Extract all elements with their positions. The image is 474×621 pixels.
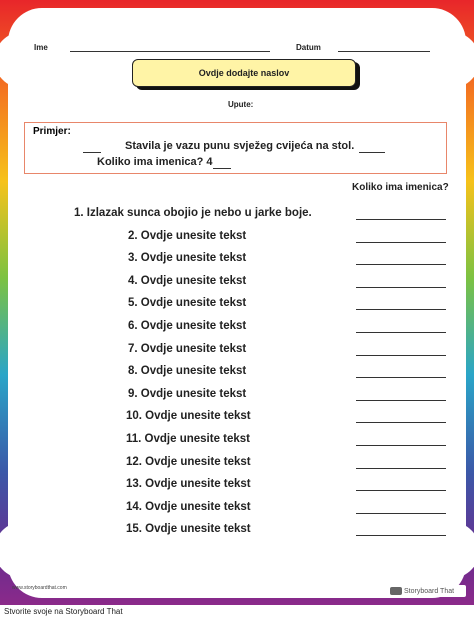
name-label: Ime [34,43,48,52]
brand-logo [388,585,466,597]
question-text: 5. Ovdje unesite tekst [128,297,247,310]
question-text: 11. Ovdje unesite tekst [126,433,251,445]
question-text: 13. Ovdje unesite tekst [126,478,251,491]
answer-line[interactable] [356,332,446,333]
example-question: Koliko ima imenica? 4 [97,156,213,168]
question-text: 8. Ovdje unesite tekst [128,365,247,378]
example-sentence: Stavila je vazu punu svježeg cvijeća na stol. [125,140,355,152]
storyboard-logo-icon [390,587,402,595]
question-text: 6. Ovdje unesite tekst [128,320,247,332]
answer-line[interactable] [356,264,446,265]
page-title[interactable]: Ovdje dodajte naslov [132,59,356,87]
answer-line[interactable] [356,219,446,220]
answer-blank [83,152,101,153]
question-text: 10. Ovdje unesite tekst [126,410,251,423]
name-field[interactable] [70,51,270,52]
question-text: 7. Ovdje unesite tekst [128,342,247,355]
question-text: 4. Ovdje unesite tekst [128,274,247,287]
question-text: 1. Izlazak sunca obojio je nebo u jarke boje. [74,207,312,219]
footer-url: www.storyboardthat.com [12,585,67,591]
answer-line[interactable] [356,309,446,310]
question-text: 3. Ovdje unesite tekst [128,252,247,265]
example-box [24,122,447,174]
answer-line[interactable] [356,535,446,536]
question-text: 12. Ovdje unesite tekst [126,455,251,468]
answer-line[interactable] [356,287,446,288]
paper-corner [410,30,474,90]
question-text: 15. Ovdje unesite tekst [126,523,251,536]
answer-line[interactable] [356,445,446,446]
answer-line[interactable] [356,490,446,491]
question-text: 9. Ovdje unesite tekst [128,387,247,400]
question-text: 2. Ovdje unesite tekst [128,229,247,242]
date-field[interactable] [338,51,430,52]
answer-line[interactable] [356,400,446,401]
example-label: Primjer: [33,126,71,137]
answer-line[interactable] [356,242,446,243]
paper-corner [410,520,474,580]
answer-line[interactable] [356,468,446,469]
answer-blank [359,152,385,153]
answer-line[interactable] [356,377,446,378]
answer-column-header: Koliko ima imenica? [352,182,449,193]
question-text: 14. Ovdje unesite tekst [126,500,251,513]
answer-line[interactable] [356,422,446,423]
instructions-label: Upute: [228,100,254,109]
answer-line[interactable] [356,355,446,356]
footer-caption: Stvorite svoje na Storyboard That [4,607,123,616]
answer-blank [213,168,231,169]
answer-line[interactable] [356,513,446,514]
date-label: Datum [296,43,321,52]
brand-name: Storyboard That [404,587,455,595]
